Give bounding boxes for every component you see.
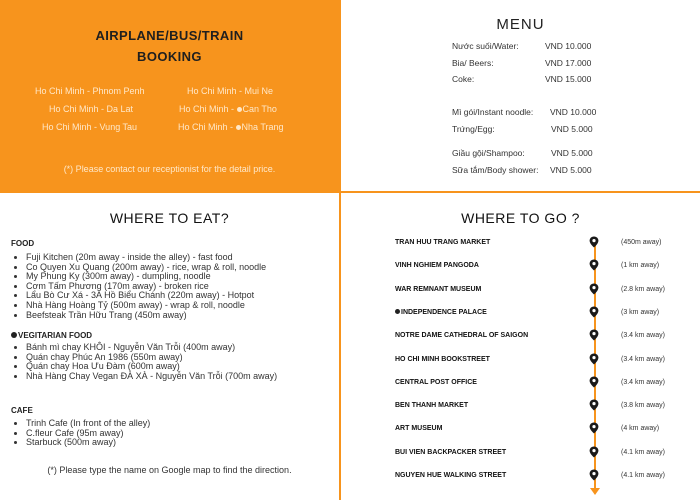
map-pin-icon [589,446,599,458]
location-icon [236,125,241,130]
menu-item-name: Giầu gội/Shampoo: [452,148,525,158]
route-nha-trang: Ho Chi Minh - Nha Trang [178,122,284,132]
route-vung-tau: Ho Chi Minh - Vung Tau [42,122,138,132]
menu-item-name: Trứng/Egg: [452,124,495,134]
place-distance: (1 km away) [621,262,660,270]
list-item: • Fuji Kitchen (20m away - inside the alley) - fast food [26,253,266,263]
location-icon [395,309,400,314]
menu-title: MENU [496,16,545,33]
map-pin-icon [589,422,599,434]
list-item: • Nhà Hàng Chay Vegan ĐÀ XÀ - Nguyễn Văn Trỗi (700m away) [26,372,277,382]
place-distance: (3.8 km away) [621,402,665,410]
leaf-icon [11,332,17,338]
list-item: • Nhà Hàng Hoàng Tỷ (500m away) - wrap & roll, noodle [26,301,266,311]
place-name: HO CHI MINH BOOKSTREET [395,355,490,363]
food-label: FOOD [11,239,35,248]
arrow-down-icon [590,488,600,495]
route-phnom-penh: Ho Chi Minh - Phnom Penh [35,86,145,96]
list-item: • Beefsteak Trần Hữu Trang (450m away) [26,311,266,321]
map-pin-icon [589,259,599,271]
menu-item-name: Sữa tắm/Body shower: [452,165,539,175]
place-distance: (2.8 km away) [621,285,665,293]
location-icon [237,107,242,112]
place-distance: (3.4 km away) [621,378,665,386]
booking-note: (*) Please contact our receptionist for the detail price. [63,164,276,174]
eat-title: WHERE TO EAT? [109,210,230,226]
booking-title: AIRPLANE/BUS/TRAIN BOOKING [95,28,244,64]
cafe-label: CAFE [11,406,33,415]
route-da-lat: Ho Chi Minh - Da Lat [49,104,134,114]
place-name: WAR REMNANT MUSEUM [395,285,482,293]
list-item: • My Phung Ky (300m away) - dumpling, noodle [26,272,266,282]
menu-item-name: Bia/ Beers: [452,58,494,68]
list-item: • Lẩu Bò Cư Xá - 3A Hồ Biểu Chánh (220m away) - Hotpot [26,291,266,301]
list-item: • Quán chay Phúc An 1986 (550m away) [26,353,277,363]
list-item: • Co Quyen Xu Quang (200m away) - rice, wrap & roll, noodle [26,263,266,273]
list-item: • C.fleur Cafe (95m away) [26,429,150,439]
map-pin-icon [589,376,599,388]
vertical-divider [339,0,341,500]
horizontal-divider [0,191,700,193]
map-pin-icon [589,329,599,341]
list-item: • Quán chay Hoa Ưu Đàm (600m away) [26,362,277,372]
place-name: BEN THANH MARKET [395,402,469,410]
menu-item-name: Mì gói/Instant noodle: [452,107,534,117]
veg-list [11,343,277,381]
place-name: NGUYEN HUE WALKING STREET [395,472,507,479]
menu-item-price: VND 10.000 [550,107,597,117]
map-pin-icon [589,236,599,248]
route-mui-ne: Ho Chi Minh - Mui Ne [187,86,274,96]
place-name: BUI VIEN BACKPACKER STREET [395,448,507,456]
menu-item-price: VND 15.000 [545,74,592,84]
place-distance: (3 km away) [621,308,660,316]
place-name: NOTRE DAME CATHEDRAL OF SAIGON [395,332,529,340]
map-pin-icon [589,306,599,318]
place-distance: (450m away) [621,239,662,246]
place-name: CENTRAL POST OFFICE [395,378,477,386]
place-distance: (3.4 km away) [621,355,665,363]
place-distance: (4 km away) [621,425,660,433]
menu-item-price: VND 10.000 [545,41,592,51]
map-pin-icon [589,283,599,295]
list-item: • Trinh Cafe (In front of the alley) [26,419,150,429]
map-pin-icon [589,353,599,365]
place-name: VINH NGHIEM PANGODA [395,262,479,270]
map-pin-icon [589,399,599,411]
place-distance: (4.1 km away) [621,472,665,479]
list-item: • Cơm Tấm Phương (170m away) - broken rice [26,282,266,292]
place-name: TRAN HUU TRANG MARKET [395,239,491,246]
menu-item-price: VND 5.000 [550,165,592,175]
place-distance: (3.4 km away) [621,332,665,340]
menu-item-price: VND 17.000 [545,58,592,68]
go-title: WHERE TO GO ? [461,210,580,226]
place-name: ART MUSEUM [395,425,443,433]
veg-label: VEGITARIAN FOOD [11,331,92,340]
cafe-list [11,419,150,448]
place-distance: (4.1 km away) [621,448,665,456]
menu-item-name: Nước suối/Water: [452,41,519,51]
menu-item-price: VND 5.000 [551,124,593,134]
map-pin-icon [589,469,599,481]
place-name: INDEPENDENCE PALACE [395,309,487,316]
list-item: • Bánh mì chay KHÔI - Nguyễn Văn Trỗi (400m away) [26,343,277,353]
food-list [11,253,266,320]
list-item: • Starbuck (500m away) [26,438,150,448]
eat-note: (*) Please type the name on Google map to find the direction. [47,465,292,475]
route-can-tho: Ho Chi Minh - Can Tho [179,104,277,114]
menu-item-price: VND 5.000 [551,148,593,158]
menu-item-name: Coke: [452,74,475,84]
